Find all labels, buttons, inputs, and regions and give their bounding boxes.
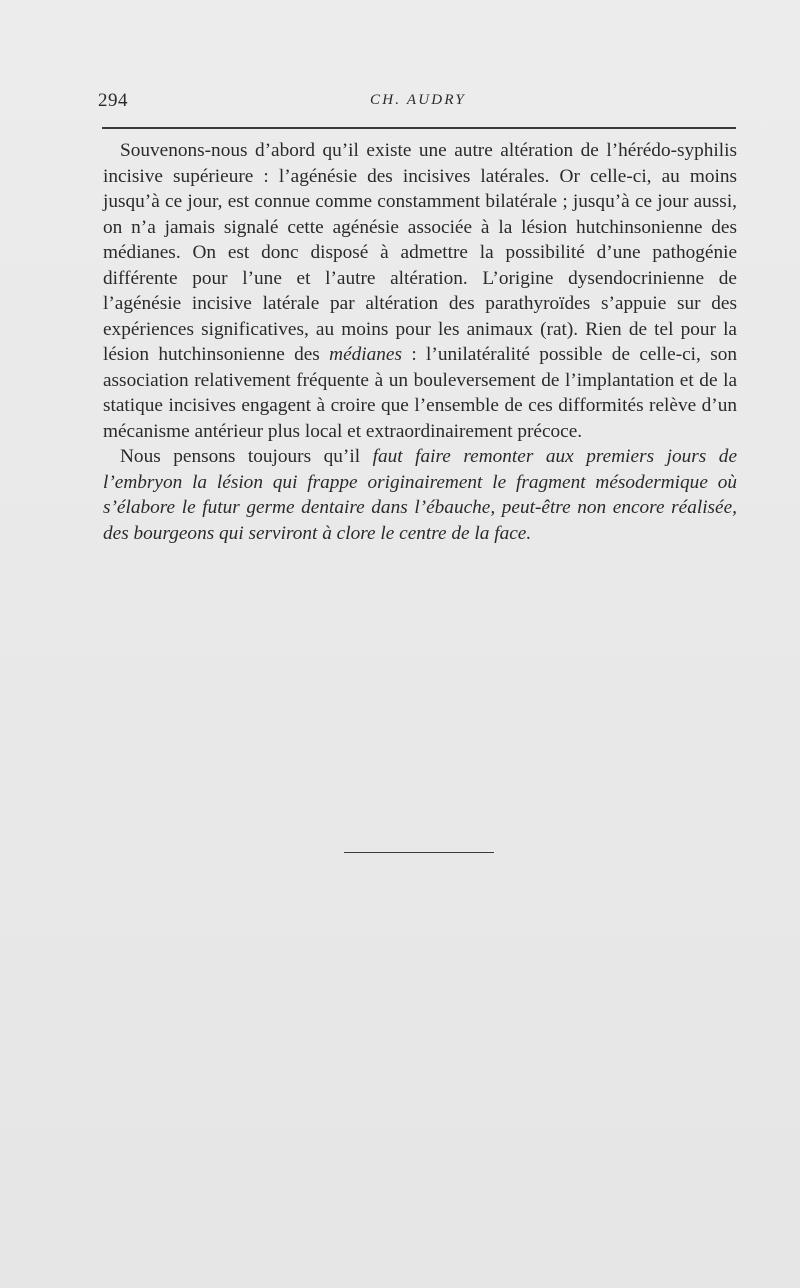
paragraph-1-italic: médianes (329, 344, 402, 365)
paragraph-2-start: Nous pensons toujours qu’il (120, 446, 373, 467)
page-number: 294 (98, 90, 128, 111)
page-header (98, 90, 738, 118)
end-rule (344, 852, 494, 853)
paragraph-1 (103, 138, 737, 444)
paragraph-1-text: Souvenons-nous d’abord qu’il existe une autre altération de l’hérédo-syphilis incisive supérieure : l’agénésie des incisives latérales. Or celle-ci, au moins jusqu’à ce jour, est connue comme constamment bilatérale ; jusqu’à ce jour aussi, on n’a jamais signalé cette agénésie associée à la lésion hutchinsonienne des médianes. On est donc disposé à admettre la possibilité d’une pathogénie différente pour l’une et l’autre altération. L’origine dysendocrinienne de l’agénésie incisive latérale par altération des parathyroïdes s’appuie sur des expériences significatives, au moins pour les animaux (rat). Rien de tel pour la lésion hutchinsonienne des (103, 140, 737, 365)
paragraph-2-italic: faut faire remonter aux premiers jours de l’embryon la lésion qui frappe originairement le fragment mésodermique où s’élabore le futur germe dentaire dans l’ébauche, peut-être non encore réalisée, des bourgeons qui serviront à clore le centre de la face. (103, 446, 738, 544)
body-text (103, 138, 737, 546)
paragraph-1-end: : l’unilatéralité possible de celle-ci, son association relativement fréquente à un bouleversement de l’implantation et de la statique incisives engagent à croire que l’ensemble de ces difformités relève d’un mécanisme antérieur plus local et extraordinairement précoce. (103, 344, 737, 442)
paragraph-2 (103, 444, 737, 546)
running-head: CH. AUDRY (370, 92, 466, 108)
header-rule (102, 127, 736, 129)
